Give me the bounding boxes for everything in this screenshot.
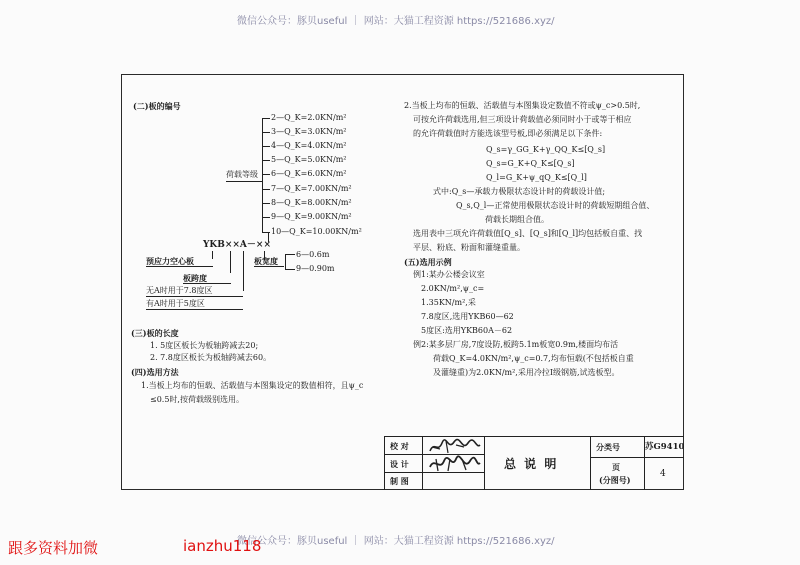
- page-sub-label: (分图号): [599, 475, 631, 485]
- draw-label: 制 图: [390, 476, 409, 486]
- definition: 式中:Q_s—承载力极限状态设计时的荷载设计值;: [433, 187, 606, 196]
- load-row: 5—Q_K=5.0KN/m²: [271, 155, 347, 164]
- page-label: 页: [612, 462, 620, 472]
- selection-note: 选用表中三项允许荷载值[Q_s]、[Q_s]和[Q_l]均包括板自重、找: [413, 229, 643, 238]
- section-4-item: 1.当板上均布的恒载、活载值与本图集设定的数值相符，且ψ_c: [141, 381, 364, 390]
- section-3-item: 2. 7.8度区板长为板轴跨减去60。: [150, 353, 272, 362]
- example-1-line: 2.0KN/m²,ψ_c=: [421, 284, 485, 293]
- has-a-note: 有A时用于5度区: [146, 299, 205, 308]
- selection-note: 平层、粉底、粉面和灌缝重量。: [413, 243, 525, 252]
- formula-3: Q_l=G_K+ψ_qQ_K≤[Q_l]: [486, 173, 587, 182]
- plate-code: YKB××A－××: [203, 240, 272, 250]
- no-a-note: 无A时用于7.8度区: [146, 286, 213, 295]
- width-row: 6—0.6m: [296, 250, 330, 259]
- load-row: 2—Q_K=2.0KN/m²: [271, 113, 347, 122]
- width-label: 板宽度: [254, 256, 278, 266]
- para-2-line: 的允许荷载值时方能选该型号板,即必须满足以下条件:: [413, 129, 603, 138]
- example-1-line: 5度区:选用YKB60A－62: [421, 326, 513, 335]
- section-3-title: (三)板的长度: [131, 328, 179, 338]
- span-label: 板跨度: [183, 273, 207, 283]
- design-label: 设 计: [390, 459, 409, 469]
- category-label: 分类号: [596, 442, 620, 452]
- example-1-title: 例1:某办公楼会议室: [413, 270, 485, 279]
- drawing-title: 总 说 明: [504, 457, 559, 471]
- formula-1: Q_s=γ_GG_K+γ_QQ_K≤[Q_s]: [486, 145, 606, 154]
- load-row: 6—Q_K=6.0KN/m²: [271, 169, 347, 178]
- example-2-line: 及灌缝重)为2.0KN/m²,采用冷拉Ⅰ级钢筋,试选板型。: [433, 368, 620, 377]
- para-2-line: 2.当板上均布的恒载、活载值与本图集设定数值不符或ψ_c>0.5时,: [404, 101, 641, 110]
- definition: 荷载长期组合值。: [485, 215, 549, 224]
- load-row: 8—Q_K=8.00KN/m²: [271, 198, 352, 207]
- section-3-item: 1. 5度区板长为板轴跨减去20;: [150, 341, 259, 350]
- section-4-title: (四)选用方法: [131, 367, 179, 377]
- ad-left-text: 跟多资料加微: [8, 539, 99, 557]
- example-1-line: 7.8度区,选用YKB60—62: [421, 312, 514, 321]
- page-value: 4: [660, 469, 666, 479]
- signature-image: [426, 437, 482, 473]
- example-1-line: 1.35KN/m²,采: [421, 298, 476, 307]
- example-2-line: 荷载Q_K=4.0KN/m²,ψ_c=0.7,均布恒载(不包括板自重: [433, 354, 634, 363]
- load-row: 4—Q_K=4.0KN/m²: [271, 141, 347, 150]
- para-2-line: 可按允许荷载选用,但三项设计荷载值必须同时小于或等于相应: [413, 115, 632, 124]
- width-row: 9—0.90m: [296, 264, 335, 273]
- load-row: 7—Q_K=7.00KN/m²: [271, 184, 352, 193]
- category-value: 苏G9410: [645, 442, 685, 452]
- load-row: 3—Q_K=3.0KN/m²: [271, 127, 347, 136]
- prestress-label: 预应力空心板: [146, 256, 194, 266]
- check-label: 校 对: [390, 441, 409, 451]
- load-row: 9—Q_K=9.00KN/m²: [271, 212, 352, 221]
- section-2-title: (二)板的编号: [133, 101, 181, 111]
- formula-2: Q_s=G_K+Q_K≤[Q_s]: [486, 159, 575, 168]
- section-4-item: ≤0.5时,按荷载级别选用。: [150, 395, 244, 404]
- load-row: 10—Q_K=10.00KN/m²: [271, 227, 362, 236]
- watermark-bottom: 微信公众号：豚贝useful ｜ 网站：大猫工程资源 https://521686.xyz/: [237, 536, 555, 547]
- load-grade-label: 荷载等级: [226, 170, 258, 179]
- watermark-top: 微信公众号：豚贝useful ｜ 网站：大猫工程资源 https://521686.xyz/: [237, 16, 555, 27]
- example-2-line: 例2:某多层厂房,7度设防,板跨5.1m板宽0.9m,楼面均布活: [413, 340, 619, 349]
- section-5-title: (五)选用示例: [404, 257, 452, 267]
- definition: Q_s,Q_l—正常使用极限状态设计时的荷载短期组合值、: [456, 201, 655, 210]
- ad-right-text: ianzhu118: [183, 537, 262, 555]
